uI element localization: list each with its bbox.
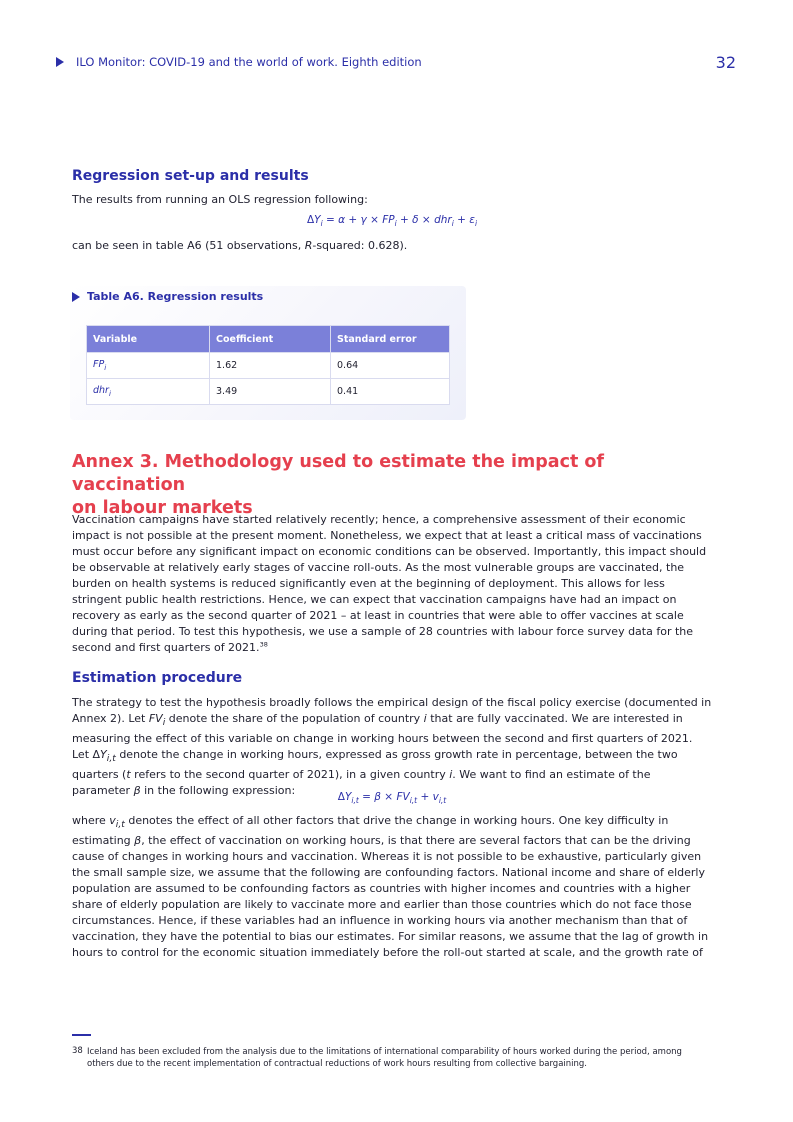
estimation-paragraph: The strategy to test the hypothesis broadly follows the empirical design of the fiscal policy exercise (documented in Annex 2). Let $FV_i$ denote the share of the population of country i that are fully vaccinated. We are interested in measuring the effect of this variable on change in working hours between the second and first quarters of 2021. Let $\Delta Y_{i,t}$ denote the change in working hours, expressed as gross growth rate in percentage, between the two quarters (t refers to the second quarter of 2021), in a given country i. We want to find an estimate of the parameter β in the following expression: bbox=[72, 696, 712, 798]
table-header-coefficient: Coefficient bbox=[210, 326, 331, 353]
table-header-row bbox=[87, 326, 450, 353]
table-cell-coefficient: 1.62 bbox=[210, 353, 331, 379]
estimation-paragraph-2: where $v_{i,t}$ denotes the effect of all other factors that drive the change in working hours. One key difficulty in estimating β, the effect of vaccination on working hours, is that there are several factors that can be the driving cause of changes in working hours and vaccination. Whereas it is not possible to be exhaustive, particularly given the small sample size, we assume that the following are confounding factors. National income and share of elderly population are assumed to be confounding factors as countries with higher incomes and countries with a higher share of elderly population are likely to vaccinate more and earlier than those countries which do not face those circumstances. Hence, if these variables had an influence in working hours via another mechanism than that of vaccination, they have the potential to bias our estimates. For similar reasons, we assume that the lag of growth in hours to control for the economic situation immediately before the roll-out started at scale, and the growth rate of bbox=[72, 814, 709, 960]
estimation-equation: $\Delta Y_{i,t} = \beta \times FV_{i,t} + v_{i,t}$ bbox=[337, 791, 447, 806]
annex-paragraph: Vaccination campaigns have started relatively recently; hence, a comprehensive assessment of their economic impact is not possible at the present moment. Nonetheless, we expect that at least a critical mass of vaccinations must occur before any significant impact on economic conditions can be observed. Importantly, this impact should be observable at relatively early stages of vaccine roll-outs. As the most vulnerable groups are vaccinated, the burden on health systems is reduced significantly even at the beginning of deployment. This allows for less stringent public health restrictions. Hence, we can expect that vaccination campaigns have had an impact on recovery as early as the second quarter of 2021 – at least in countries that were able to offer vaccines at scale during that period. To test this hypothesis, we use a sample of 28 countries with labour force survey data for the second and first quarters of 2021.38 bbox=[72, 513, 707, 654]
regression-outro: can be seen in table A6 (51 observations, R-squared: 0.628). bbox=[72, 239, 408, 252]
regression-results-table bbox=[86, 325, 450, 405]
table-header-variable: Variable bbox=[87, 326, 210, 353]
annex-heading bbox=[72, 451, 692, 520]
table-cell-standard-error: 0.41 bbox=[331, 379, 450, 405]
footnote-text: Iceland has been excluded from the analysis due to the limitations of international comparability of hours worked during the period, among others due to the recent implementation of contractual reductions of work hours resulting from collective bargaining. bbox=[87, 1047, 682, 1069]
footnote-ref[interactable]: 38 bbox=[259, 640, 268, 649]
table-cell-standard-error: 0.64 bbox=[331, 353, 450, 379]
regression-equation: $\Delta Y_i = \alpha + \gamma \times FP_i + \delta \times dhr_i + \varepsilon_i$ bbox=[306, 214, 478, 229]
header-arrow-icon bbox=[56, 57, 64, 67]
table-row bbox=[87, 379, 450, 405]
table-caption: Table A6. Regression results bbox=[87, 290, 264, 303]
table-cell-coefficient: 3.49 bbox=[210, 379, 331, 405]
table-cell-variable: dhr$_i$ bbox=[87, 379, 210, 405]
page-number: 32 bbox=[715, 53, 736, 72]
regression-heading: Regression set-up and results bbox=[72, 168, 309, 184]
estimation-heading: Estimation procedure bbox=[72, 670, 243, 686]
annex-heading-line1: Annex 3. Methodology used to estimate the impact of vaccination bbox=[72, 452, 605, 495]
regression-intro: The results from running an OLS regression following: bbox=[72, 193, 368, 206]
table-caption-arrow-icon bbox=[72, 292, 80, 302]
footnote-number: 38 bbox=[72, 1046, 83, 1056]
table-header-standard-error: Standard error bbox=[331, 326, 450, 353]
footnote-divider bbox=[72, 1034, 91, 1036]
table-cell-variable: $FP_i$ bbox=[87, 353, 210, 379]
header-title: ILO Monitor: COVID-19 and the world of work. Eighth edition bbox=[76, 55, 422, 69]
annex-heading-line2: on labour markets bbox=[72, 498, 253, 518]
table-row bbox=[87, 353, 450, 379]
